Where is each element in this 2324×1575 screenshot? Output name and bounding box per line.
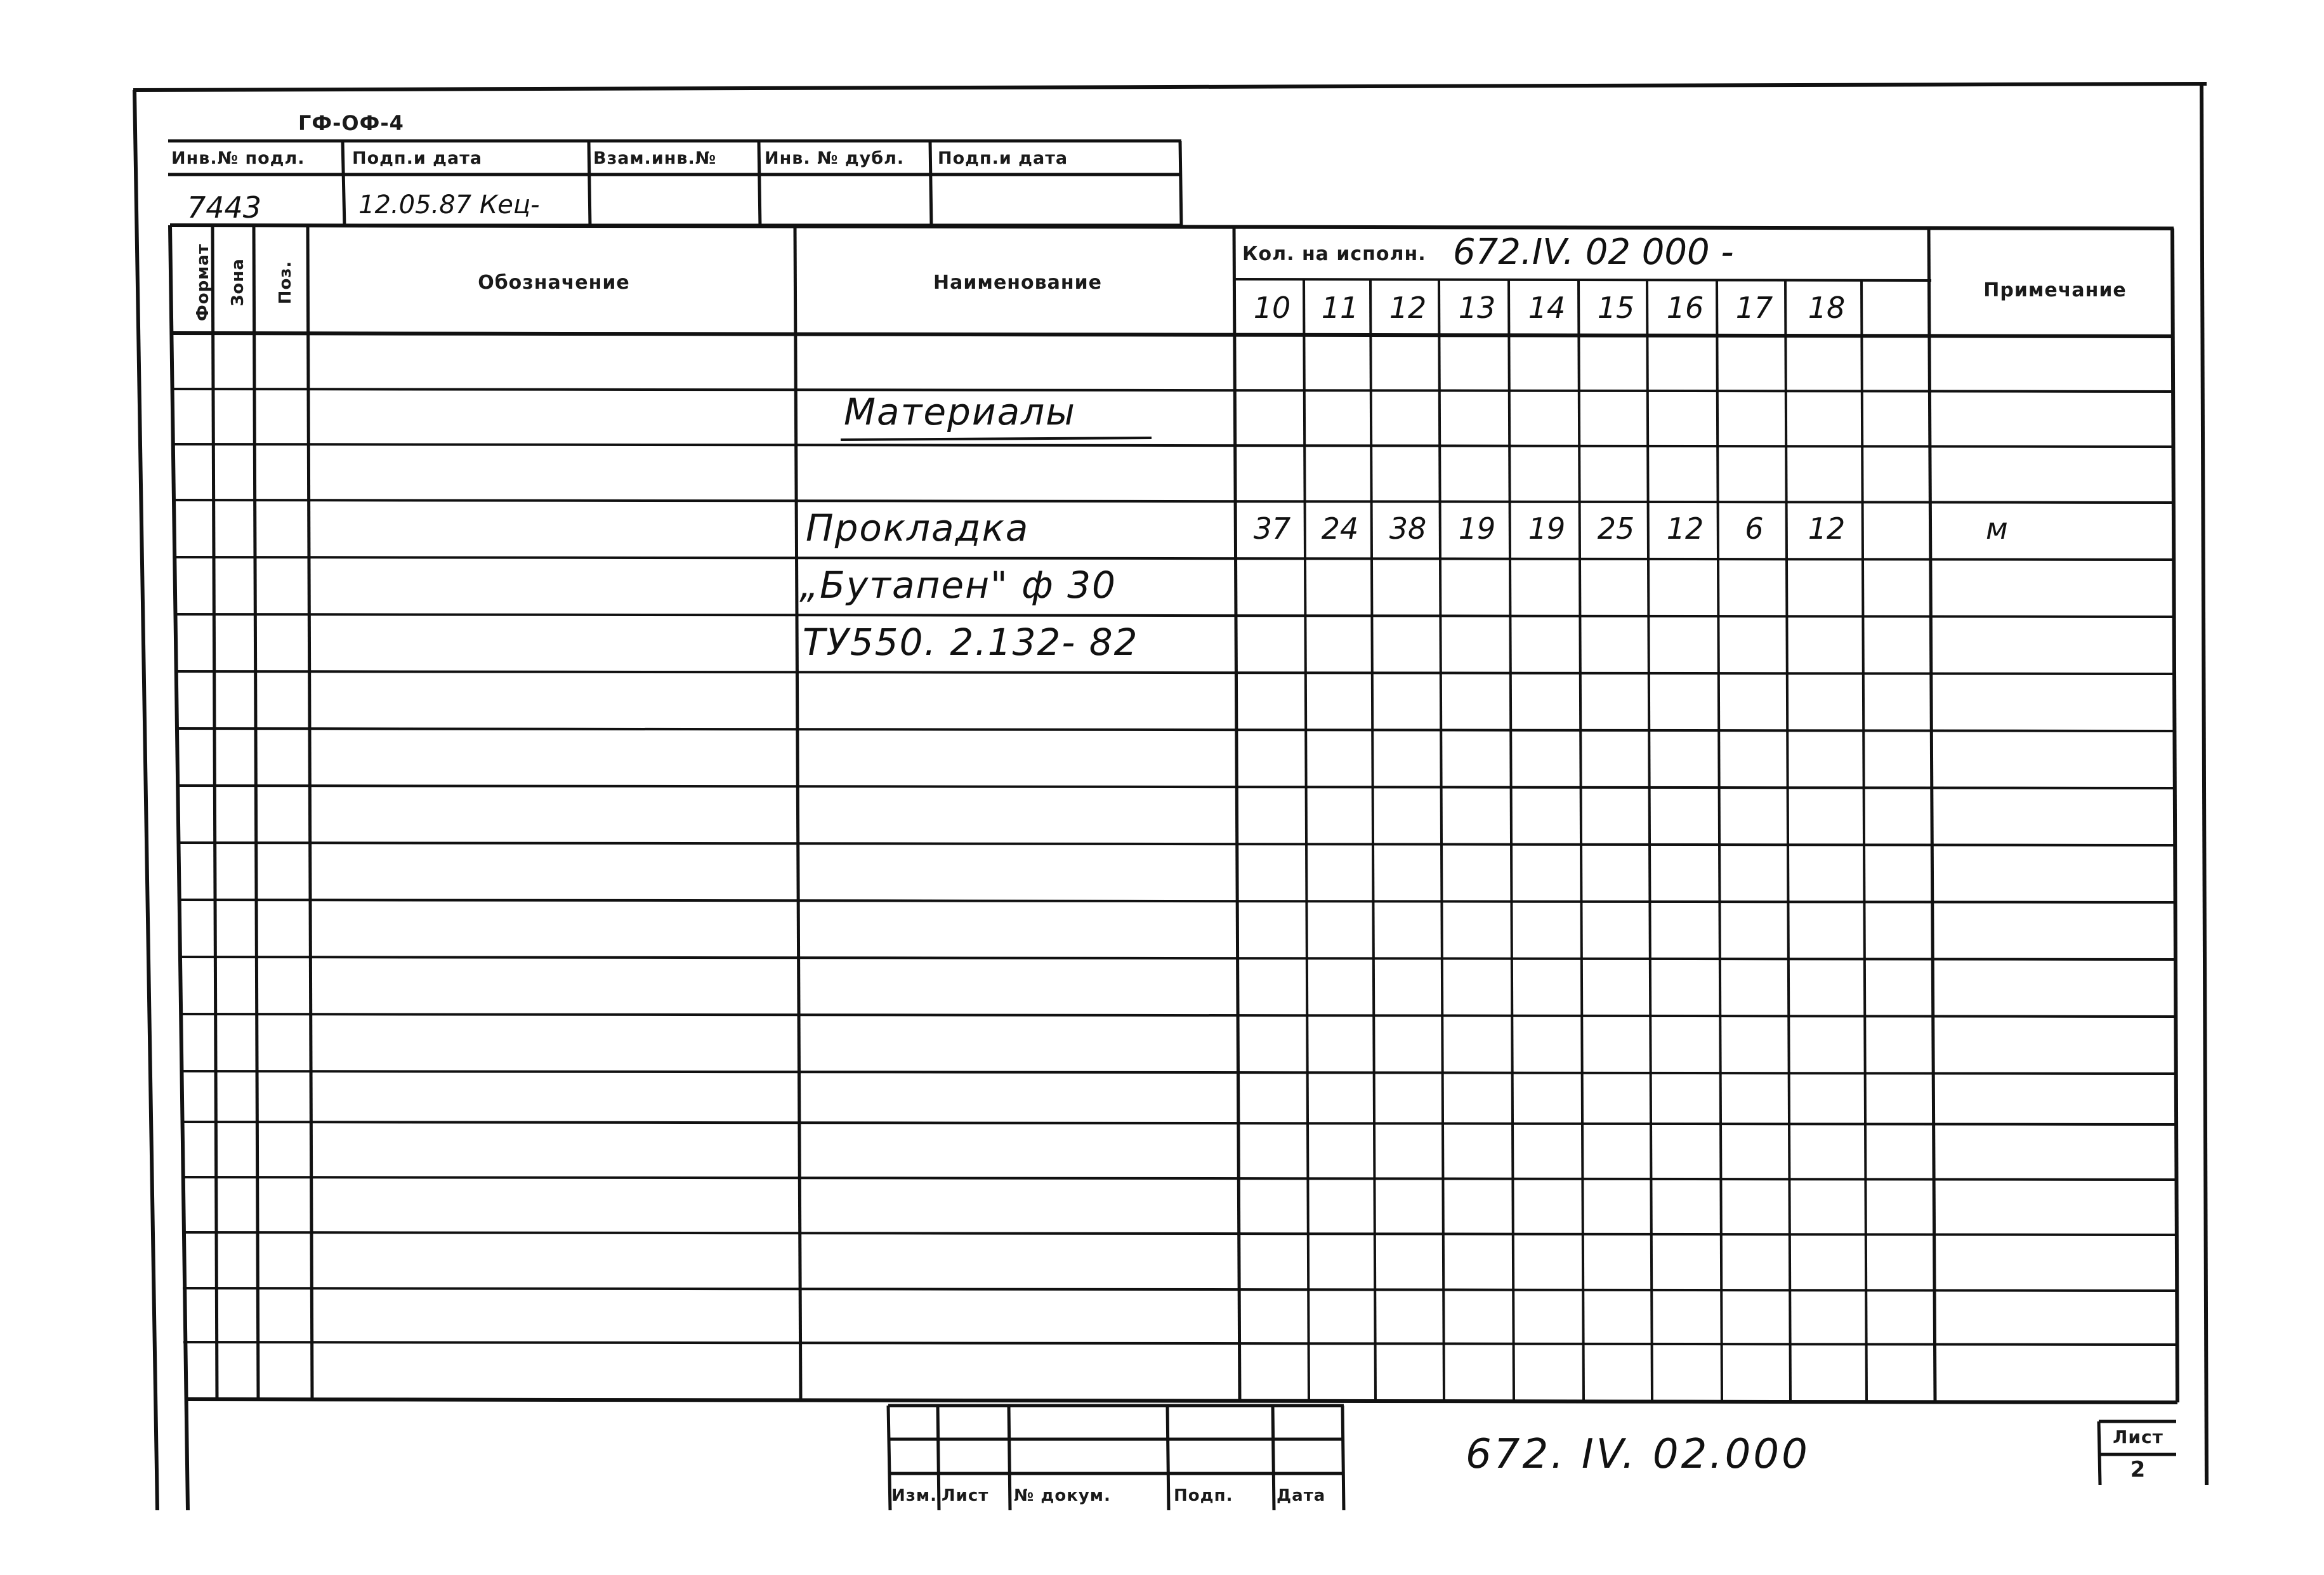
qty-cell: 38 bbox=[1389, 511, 1427, 546]
header-note: Примечание bbox=[1983, 279, 2127, 301]
stamp-header-sign-date-2: Подп.и дата bbox=[938, 148, 1068, 168]
stamp-header-sign-date: Подп.и дата bbox=[352, 148, 483, 168]
qty-cell: 6 bbox=[1745, 511, 1764, 546]
qty-cell: 24 bbox=[1321, 511, 1359, 546]
stamp-header-inv-dup: Инв. № дубл. bbox=[765, 148, 905, 168]
item-name-line-2: „Бутапен" ф 30 bbox=[799, 563, 1117, 607]
qty-col-header-18: 18 bbox=[1808, 291, 1846, 325]
sheet-number: 2 bbox=[2130, 1457, 2146, 1482]
stamp-header-replace-inv: Взам.инв.№ bbox=[593, 148, 717, 168]
header-zone: Зона bbox=[228, 258, 247, 306]
title-header-signature: Подп. bbox=[1174, 1486, 1233, 1505]
title-header-sheet: Лист bbox=[942, 1486, 989, 1505]
header-qty-label: Кол. на исполн. bbox=[1242, 243, 1426, 265]
document-number: 672. IV. 02.000 bbox=[1466, 1431, 1810, 1478]
header-format: Формат bbox=[194, 243, 213, 322]
section-title: Материалы bbox=[844, 390, 1076, 433]
qty-cell: 12 bbox=[1808, 511, 1846, 546]
qty-col-header-13: 13 bbox=[1458, 291, 1496, 325]
note-cell: м bbox=[1986, 511, 2008, 546]
qty-col-header-15: 15 bbox=[1597, 291, 1635, 325]
sheet-label: Лист bbox=[2113, 1427, 2163, 1447]
form-code: ГФ-ОФ-4 bbox=[298, 111, 404, 135]
qty-cell: 37 bbox=[1253, 511, 1291, 546]
qty-col-header-14: 14 bbox=[1528, 291, 1566, 325]
title-header-doc-number: № докум. bbox=[1014, 1486, 1111, 1505]
title-header-change: Изм. bbox=[891, 1486, 937, 1505]
stamp-header-inv-orig: Инв.№ подл. bbox=[171, 148, 305, 168]
header-designation: Обозначение bbox=[478, 272, 630, 294]
header-position: Поз. bbox=[276, 260, 295, 305]
qty-col-header-11: 11 bbox=[1321, 291, 1359, 325]
qty-cell: 19 bbox=[1458, 511, 1496, 546]
title-header-date: Дата bbox=[1277, 1486, 1326, 1505]
header-qty-code: 672.IV. 02 000 - bbox=[1453, 232, 1734, 273]
qty-col-header-16: 16 bbox=[1666, 291, 1704, 325]
stamp-sign-date-value: 12.05.87 Кец- bbox=[358, 190, 540, 220]
qty-col-header-10: 10 bbox=[1253, 291, 1291, 325]
qty-cell: 12 bbox=[1666, 511, 1704, 546]
qty-cell: 25 bbox=[1597, 511, 1635, 546]
qty-col-header-12: 12 bbox=[1389, 291, 1427, 325]
item-name-line-1: Прокладка bbox=[806, 506, 1030, 550]
qty-cell: 19 bbox=[1528, 511, 1566, 546]
qty-col-header-17: 17 bbox=[1735, 291, 1773, 325]
stamp-inv-orig-value: 7443 bbox=[187, 190, 262, 225]
header-name: Наименование bbox=[933, 272, 1102, 294]
item-name-line-3: ТУ550. 2.132- 82 bbox=[803, 621, 1139, 664]
